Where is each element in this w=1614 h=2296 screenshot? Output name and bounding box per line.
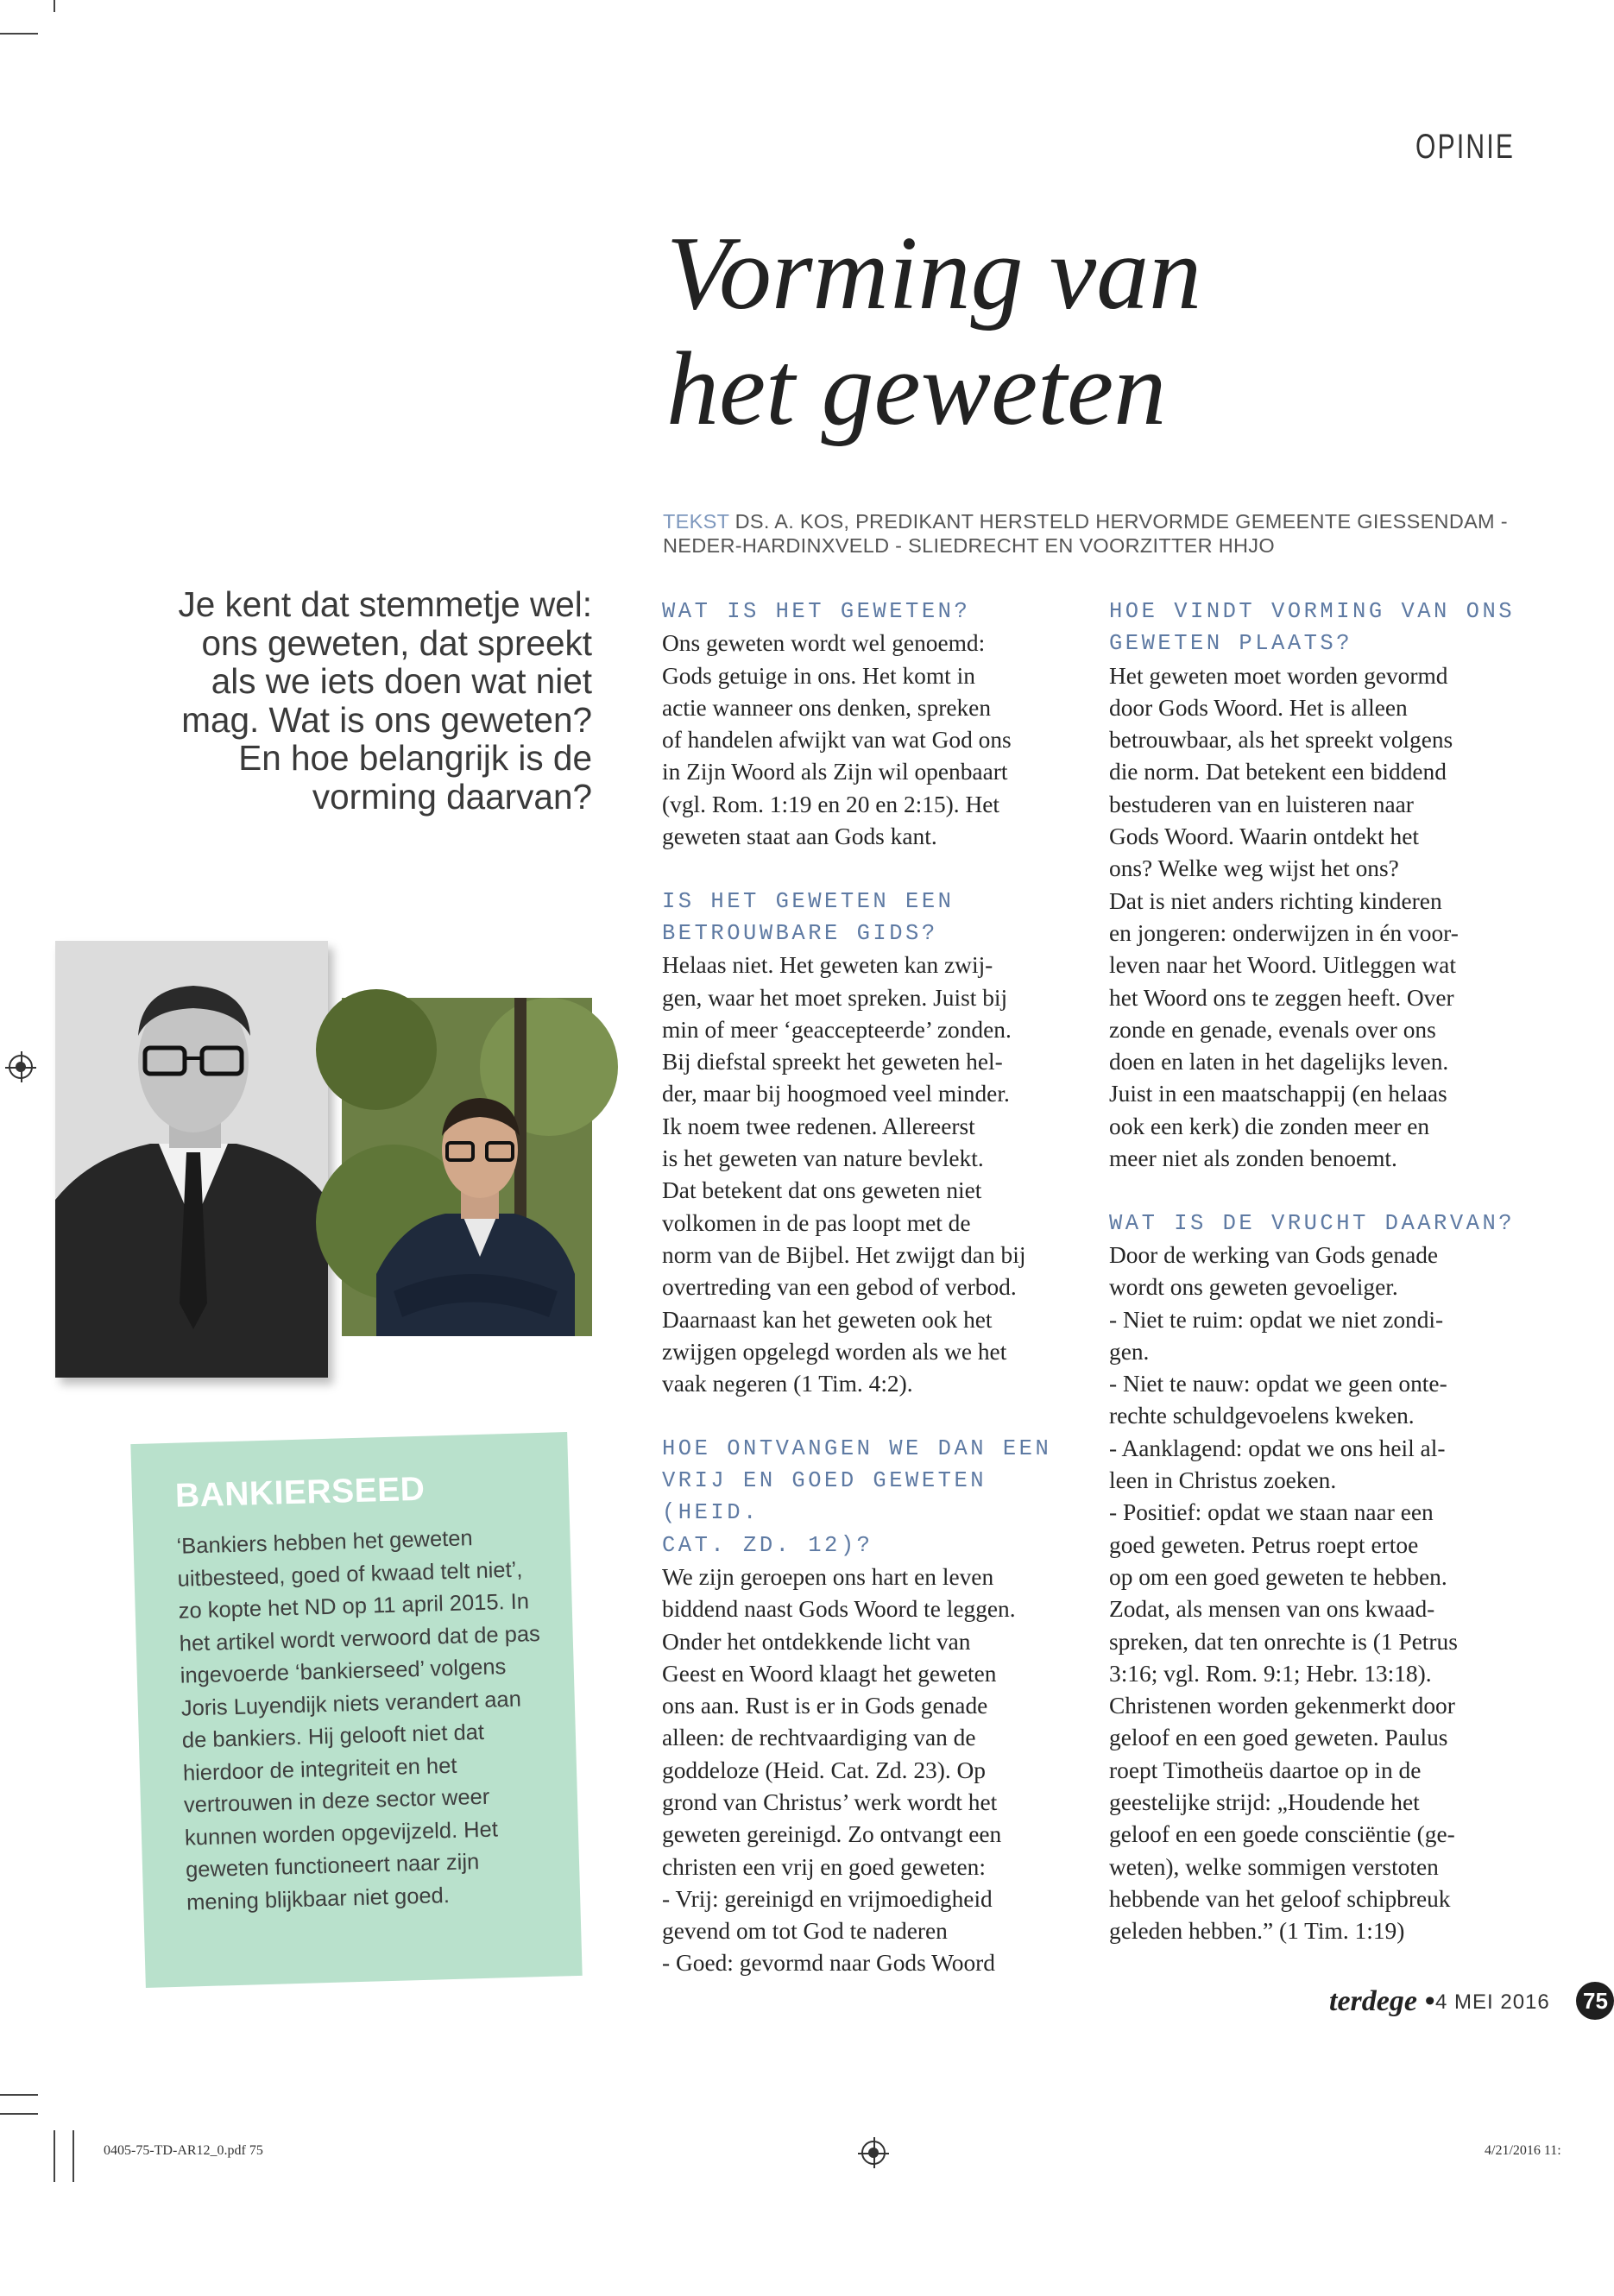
crop-mark	[0, 2113, 38, 2115]
sidebar-text: ‘Bankiers hebben het geweten uitbesteed, goed of kwaad telt niet’, zo kopte het ND op 11 april 2015. In het artikel wordt verwoord dat de pas ingevoerde ‘bankierseed’ volgens Joris Luyendijk niets verandert aan de bankiers. Hij gelooft niet dat hierdoor de integriteit en het vertrouwen in deze sector weer kunnen worden opgevijzeld. Het geweten functioneert naar zijn mening blijkbaar niet goed.	[176, 1526, 541, 1915]
article-title	[666, 216, 1443, 447]
print-slug-file: 0405-75-TD-AR12_0.pdf 75	[104, 2143, 263, 2158]
paragraph: We zijn geroepen ons hart en leven biddend naast Gods Woord te leggen. Onder het ontdekkende licht van Geest en Woord klaagt het geweten ons aan. Rust is er in Gods genade alleen: de rechtvaardiging van de goddeloze (Heid. Cat. Zd. 23). Op grond van Christus’ werk wordt het geweten gereinigd. Zo ontvangt een christen een vrij en goed geweten: - Vrij: gereinigd en vrijmoedigheid gevend om tot God te naderen - Goed: gevormd naar Gods Woord	[662, 1563, 1016, 1977]
byline-label: TEKST	[663, 510, 729, 533]
issue-date: 4 MEI 2016	[1435, 1990, 1550, 2014]
section-label: OPINIE	[1415, 128, 1516, 166]
byline-author: DS. A. KOS, PREDIKANT HERSTELD HERVORMDE GEMEENTE GIESSENDAM -	[734, 510, 1508, 533]
print-slug-timestamp: 4/21/2016 11:	[1485, 2143, 1561, 2158]
subheading: WAT IS HET GEWETEN?	[662, 599, 971, 624]
crop-mark	[0, 33, 38, 35]
crop-mark	[54, 0, 55, 12]
author-outdoor-photo	[342, 998, 592, 1336]
title-line-2: het geweten	[666, 331, 1167, 447]
crop-mark	[54, 2130, 55, 2182]
title-line-1: Vorming van	[666, 215, 1202, 331]
magazine-brand	[1329, 1985, 1434, 2018]
sidebar-title: BANKIERSEED	[174, 1470, 426, 1515]
byline-author-2: NEDER-HARDINXVELD - SLIEDRECHT EN VOORZITTER HHJO	[663, 534, 1275, 557]
paragraph: Ons geweten wordt wel genoemd: Gods getuige in ons. Het komt in actie wanneer ons denken, spreken of handelen afwijkt van wat God ons in Zijn Woord als Zijn wil openbaart (vgl. Rom. 1:19 en 20 en 2:15). Het geweten staat aan Gods kant.	[662, 630, 1012, 850]
page-number: 75	[1576, 1982, 1614, 2020]
paragraph: Het geweten moet worden gevormd door Gods Woord. Het is alleen betrouwbaar, als het spreekt volgens die norm. Dat betekent een biddend bestuderen van en luisteren naar Gods Woord. Waarin ontdekt het ons? Welke weg wijst het ons? Dat is niet anders richting kinderen en jongeren: onderwijzen in én voor- leven naar het Woord. Uitleggen wat het Woord ons te zeggen heeft. Over zonde en genade, evenals over ons doen en laten in het dagelijks leven. Juist in een maatschappij (en helaas ook een kerk) die zonden meer en meer niet als zonden benoemt.	[1109, 662, 1459, 1172]
byline	[663, 509, 1526, 558]
brand-name: terdege	[1329, 1985, 1417, 2017]
subheading: IS HET GEWETEN EEN BETROUWBARE GIDS?	[662, 888, 955, 946]
paragraph: Door de werking van Gods genade wordt ons geweten gevoeliger. - Niet te ruim: opdat we niet zondi- gen. - Niet te nauw: opdat we geen onte- rechte schuldgevoelens kweken. - Aanklagend: opdat we ons heil al- leen in Christus zoeken. - Positief: opdat we staan naar een goed geweten. Petrus roept ertoe op om een goed geweten te hebben. Zodat, als mensen van ons kwaad- spreken, dat ten onrechte is (1 Petrus 3:16; vgl. Rom. 9:1; Hebr. 13:18). Christenen worden gekenmerkt door geloof en een goed geweten. Paulus roept Timotheüs daartoe op in de geestelijke strijd: „Houdende het geloof en een goede consciëntie (ge- weten), welke sommigen verstoten hebbende van het geloof schipbreuk geleden hebben.” (1 Tim. 1:19)	[1109, 1241, 1458, 1945]
crop-mark	[0, 2094, 38, 2096]
article-column-2	[1109, 596, 1523, 1980]
author-portrait-photo	[55, 941, 328, 1378]
crop-mark	[73, 2130, 74, 2182]
sidebar-box	[130, 1432, 582, 1988]
registration-mark-icon	[9, 1055, 33, 1079]
subheading: HOE VINDT VORMING VAN ONS GEWETEN PLAATS?	[1109, 599, 1516, 657]
brand-separator: •	[1424, 1985, 1435, 2017]
paragraph: Helaas niet. Het geweten kan zwij- gen, waar het moet spreken. Juist bij min of meer ‘geaccepteerde’ zonden. Bij diefstal spreekt het geweten hel- der, maar bij hoogmoed veel minder. Ik noem twee redenen. Allereerst is het geweten van nature bevlekt. Dat betekent dat ons geweten niet volkomen in de pas loopt met de norm van de Bijbel. Het zwijgt dan bij overtreding van een gebod of verbod. Daarnaast kan het geweten ook het zwijgen opgelegd worden als we het vaak negeren (1 Tim. 4:2).	[662, 952, 1026, 1397]
article-column-1	[662, 596, 1076, 2012]
subheading: HOE ONTVANGEN WE DAN EEN VRIJ EN GOED GEWETEN (HEID. CAT. ZD. 12)?	[662, 1435, 1052, 1558]
intro-text: Je kent dat stemmetje wel: ons geweten, dat spreekt als we iets doen wat niet mag. Wat is ons geweten? En hoe belangrijk is de vorming daarvan?	[178, 584, 592, 817]
subheading: WAT IS DE VRUCHT DAARVAN?	[1109, 1210, 1516, 1236]
registration-mark-icon	[861, 2141, 886, 2165]
